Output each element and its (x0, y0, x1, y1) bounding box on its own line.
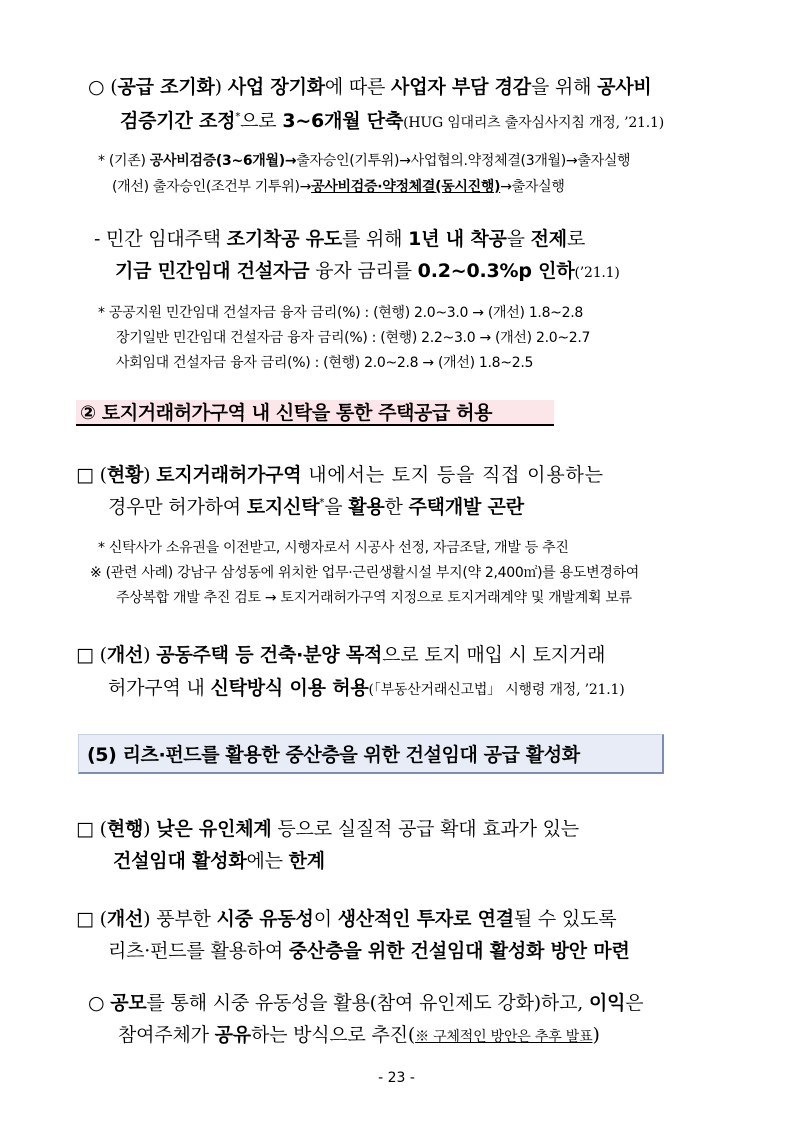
footnote-mark: * (235, 111, 241, 123)
text: ( (104, 76, 118, 98)
square-bullet: □ (76, 818, 94, 840)
bullet-line-cont (120, 106, 664, 133)
text: 를 통해 시중 유동성을 활용(참여 유인제도 강화)하고, (146, 992, 589, 1014)
bold-text: 시중 유동성 (216, 908, 314, 930)
bold-text: 건설임대 활성화 (113, 850, 247, 872)
text: 리츠·펀드를 활용하여 (108, 940, 289, 962)
paragraph-line (76, 460, 604, 487)
paragraph-line (76, 904, 616, 931)
text: 허가구역 내 (108, 677, 211, 699)
text: 융자 금리를 (309, 260, 418, 282)
bullet-line (88, 72, 652, 99)
square-bullet: □ (76, 908, 94, 930)
bold-text: 주택개발 곤란 (408, 496, 524, 518)
text: 을 (324, 496, 349, 518)
bold-text: 개선 (106, 908, 144, 930)
square-bullet: □ (76, 644, 94, 666)
bold-text: 신탁방식 이용 허용 (210, 677, 369, 699)
bold-text: 현황 (106, 464, 144, 486)
paragraph-line-cont (113, 846, 325, 873)
dash-line-cont (115, 256, 620, 283)
text: 한 (384, 496, 409, 518)
bold-text: 중산층을 위한 건설임대 활성화 방안 마련 (288, 940, 630, 962)
text: 될 수 있도록 (513, 908, 617, 930)
bold-text: 공사비 (597, 76, 652, 98)
circle-bullet: ○ (88, 76, 105, 98)
text: 이 (313, 908, 338, 930)
text: ) (592, 1024, 600, 1046)
text: (개선) 출자승인(조건부 기투위)→ (112, 179, 312, 195)
text: ( (93, 464, 107, 486)
square-bullet: □ (76, 464, 94, 486)
bold-text: 공동주택 등 건축·분양 목적 (156, 644, 383, 666)
bold-text: 한계 (288, 850, 325, 872)
bold-text: 토지신탁 (246, 496, 320, 518)
text: ) (143, 818, 157, 840)
paragraph-line-cont (108, 492, 524, 519)
text: ) (143, 464, 157, 486)
bold-text: 공급 조기화 (117, 76, 215, 98)
bold-text: 사업 장기화 (227, 76, 325, 98)
page-number: - 23 - (378, 1070, 415, 1086)
text: 등으로 실질적 공급 확대 효과가 있는 (271, 818, 579, 840)
underlined-note: ※ 구체적인 방안은 추후 발표 (415, 1029, 593, 1045)
bold-text: 조기착공 유도 (226, 228, 343, 250)
text: (’21.1) (574, 265, 620, 281)
note-line: * 신탁사가 소유권을 이전받고, 시행자로서 시공사 선정, 자금조달, 개발 등 추진 (98, 540, 569, 556)
text: ( (93, 644, 107, 666)
section-heading: (5) 리츠·펀드를 활용한 중산층을 위한 건설임대 공급 활성화 (78, 734, 664, 774)
note-line: ※ (관련 사례) 강남구 삼성동에 위치한 업무·근린생활시설 부지(약 2,400㎡)를 용도변경하여 (90, 565, 640, 581)
text: 출자승인(기투위)→사업협의.약정체결(3개월)→출자실행 (296, 153, 631, 169)
bold-text: 0.2~0.3%p 인하 (417, 260, 575, 282)
footnote-mark: * (319, 497, 325, 509)
text: 을 위해 (530, 76, 598, 98)
note-line: 사회임대 건설자금 융자 금리(%) : (현행) 2.0~2.8 → (개선) 1.8~2.5 (116, 355, 534, 371)
text: 은 (625, 992, 644, 1014)
text: ) (143, 644, 157, 666)
text: ( (93, 818, 107, 840)
text: ) 풍부한 (143, 908, 217, 930)
bold-text: 3~6개월 단축 (282, 110, 404, 132)
text: 을 (506, 228, 531, 250)
bold-text: 토지거래허가구역 (156, 464, 302, 486)
bold-text: 1년 내 착공 (408, 228, 507, 250)
bullet-line (88, 988, 643, 1015)
paragraph-line (76, 640, 605, 667)
text: (「부동산거래신고법」 시행령 개정, ’21.1) (368, 682, 625, 698)
note-line: 주상복합 개발 추진 검토 → 토지거래허가구역 지정으로 토지거래계약 및 개발계획 보류 (116, 590, 632, 606)
text: (HUG 임대리츠 출자심사지침 개정, ’21.1) (403, 115, 664, 131)
text: 를 위해 (342, 228, 409, 250)
text: →출자실행 (500, 179, 565, 195)
note-line: * 공공지원 민간임대 건설자금 융자 금리(%) : (현행) 2.0~3.0 → (개선) 1.8~2.8 (98, 305, 583, 321)
bold-text: 이익 (588, 992, 626, 1014)
bold-text: 활용 (348, 496, 385, 518)
bold-text: 개선 (106, 644, 144, 666)
dash-line (94, 224, 585, 251)
bold-text: 공사비검증(3~6개월)→ (149, 153, 297, 169)
paragraph-line (76, 814, 579, 841)
text: 하는 방식으로 추진( (250, 1024, 416, 1046)
text: * (기존) (98, 153, 150, 169)
text: 내에서는 토지 등을 직접 이용하는 (301, 464, 604, 486)
bold-text: 사업자 부담 경감 (391, 76, 531, 98)
bold-underlined-text: 공사비검증·약정체결(동시진행) (311, 179, 501, 195)
bold-text: 검증기간 조정 (120, 110, 236, 132)
section-heading: ② 토지거래허가구역 내 신탁을 통한 주택공급 허용 (76, 400, 554, 426)
bold-text: 공모 (110, 992, 147, 1014)
note-line: 장기일반 민간임대 건설자금 융자 금리(%) : (현행) 2.2~3.0 → (개선) 2.0~2.7 (116, 330, 591, 346)
bold-text: 현행 (106, 818, 144, 840)
text: ( (93, 908, 107, 930)
bold-text: 기금 민간임대 건설자금 (115, 260, 310, 282)
circle-bullet: ○ (88, 992, 105, 1014)
text: - 민간 임대주택 (94, 228, 227, 250)
text: 로 (566, 228, 586, 250)
note-line (112, 176, 565, 196)
bold-text: 공유 (214, 1024, 251, 1046)
text: 에 따른 (324, 76, 392, 98)
bullet-line-cont (118, 1020, 600, 1047)
bold-text: 낮은 유인체계 (156, 818, 272, 840)
text: ) (214, 76, 228, 98)
text: 에는 (246, 850, 289, 872)
text: 으로 (240, 110, 283, 132)
text: 경우만 허가하여 (108, 496, 247, 518)
text: 참여주체가 (118, 1024, 215, 1046)
note-line (98, 150, 630, 170)
bold-text: 생산적인 투자로 연결 (337, 908, 514, 930)
text: 으로 토지 매입 시 토지거래 (382, 644, 606, 666)
bold-text: 전제 (530, 228, 567, 250)
paragraph-line-cont (108, 673, 624, 700)
paragraph-line-cont (108, 936, 630, 963)
